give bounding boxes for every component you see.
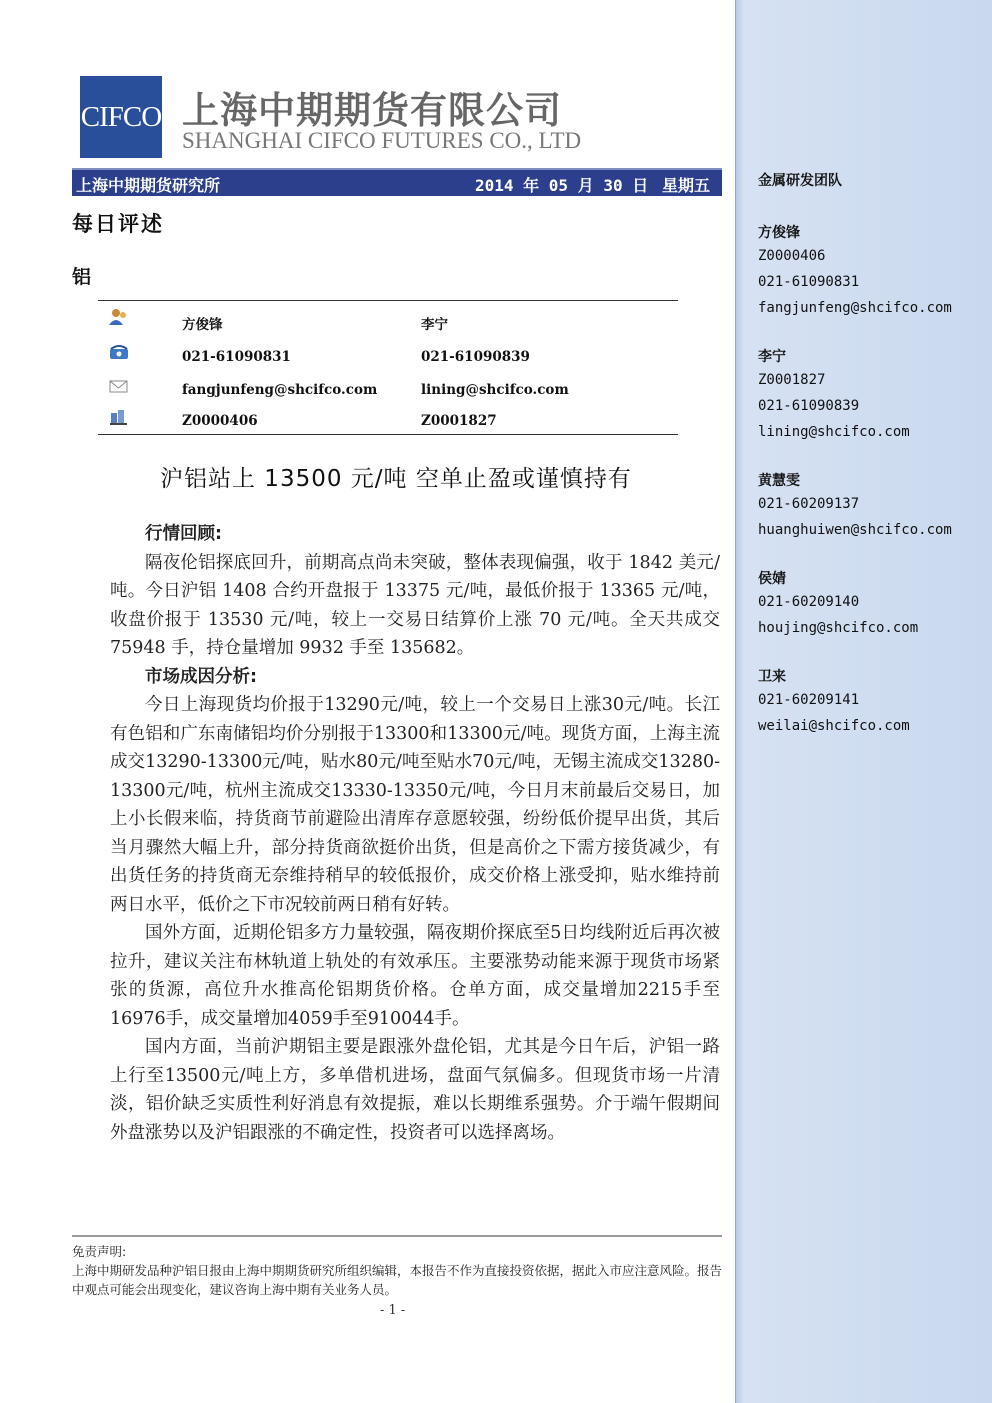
metal-title: 铝 [72,266,92,288]
member-name: 李宁 [758,349,786,365]
report-weekday: 星期五 [662,176,711,195]
sidebar-member [758,568,988,646]
member-phone: 021-60209141 [758,692,860,708]
sidebar-member [758,470,988,548]
member-phone: 021-60209137 [758,496,860,512]
analysis-paragraph-2: 国外方面，近期伦铝多方力量较强，隔夜期价探底至5日均线附近后再次被拉升，建议关注布林轨道上轨处的有效承压。主要涨势动能来源于现货市场紧张的货源，高位升水推高伦铝期货价格。仓单方面，成交量增加2215手至16976手，成交量增加4059手至910044手。 [110,923,720,1029]
contact-table [98,300,678,435]
review-heading: 行情回顾: [145,524,222,544]
contact-name-2: 李宁 [421,317,448,333]
member-name: 方俊锋 [758,225,800,241]
footer-divider [72,1235,722,1237]
mail-icon [108,376,130,396]
report-body [110,520,720,1147]
contact-phone-2: 021-61090839 [421,349,530,365]
member-name: 黄慧雯 [758,473,800,489]
sidebar-member [758,222,988,326]
member-email[interactable]: lining@shcifco.com [758,424,910,440]
person-icon [108,307,130,327]
analysis-paragraph-1: 今日上海现货均价报于13290元/吨，较上一个交易日上涨30元/吨。长江有色铝和广东南储铝均价分别报于13300和13300元/吨。现货方面，上海主流成交13290-13300元/吨，贴水80元/吨至贴水70元/吨，无锡主流成交13280-13300元/吨，杭州主流成交13330-13350元/吨，今日月末前最后交易日，加上小长假来临，持货商节前避险出清库存意愿较强，纷纷低价提早出货，其后当月骤然大幅上升，部分持货商欲挺价出货，但是高价之下需方接货减少，有出货任务的持货商无奈维持稍早的较低报价，成交价格上涨受抑，贴水维持前两日水平，低价之下市况较前两日稍有好转。 [110,695,720,915]
member-phone: 021-61090831 [758,274,860,290]
member-email[interactable]: houjing@shcifco.com [758,620,919,636]
contact-row-names [98,307,678,339]
company-name-cn: 上海中期期货有限公司 [182,89,562,132]
member-email[interactable]: huanghuiwen@shcifco.com [758,522,952,538]
phone-icon [108,343,130,363]
company-logo: CIFCO [80,76,162,158]
building-icon [108,407,130,427]
disclaimer [72,1242,722,1299]
analysis-heading: 市场成因分析: [145,666,257,687]
contact-id-2: Z0001827 [421,413,497,429]
contact-row-emails [98,376,678,408]
contact-row-ids [98,407,678,439]
report-headline: 沪铝站上 13500 元/吨 空单止盈或谨慎持有 [160,466,632,492]
report-header-bar [72,168,722,196]
review-paragraph: 隔夜伦铝探底回升，前期高点尚未突破，整体表现偏强，收于 1842 美元/吨。今日沪铝 1408 合约开盘报于 13375 元/吨，最低价报于 13365 元/吨，收盘价报于 13530 元/吨，较上一交易日结算价上涨 70 元/吨。全天共成交 75948 手，持仓量增加 9932 手至 135682。 [110,552,720,658]
sidebar [735,0,992,1403]
contact-name-1: 方俊锋 [182,317,223,333]
member-id: Z0000406 [758,248,826,264]
section-title: 每日评述 [72,212,164,236]
sidebar-member [758,666,988,744]
disclaimer-label: 免责声明: [72,1244,127,1259]
member-id: Z0001827 [758,372,826,388]
company-name-en: SHANGHAI CIFCO FUTURES CO., LTD [182,128,582,153]
member-email[interactable]: fangjunfeng@shcifco.com [758,300,952,316]
analysis-paragraph-3: 国内方面，当前沪期铝主要是跟涨外盘伦铝，尤其是今日午后，沪铝一路上行至13500元/吨上方，多单借机进场，盘面气氛偏多。但现货市场一片清淡，铝价缺乏实质性利好消息有效提振，难以长期维系强势。介于端午假期间外盘涨势以及沪铝跟涨的不确定性，投资者可以选择离场。 [110,1037,720,1143]
contact-phone-1: 021-61090831 [182,349,291,365]
member-name: 卫来 [758,669,786,685]
contact-email-2[interactable]: lining@shcifco.com [421,382,569,398]
contact-row-phones [98,343,678,375]
sidebar-team-title: 金属研发团队 [758,173,842,189]
member-phone: 021-61090839 [758,398,860,414]
report-date: 2014 年 05 月 30 日 [475,176,649,195]
contact-id-1: Z0000406 [182,413,258,429]
contact-email-1[interactable]: fangjunfeng@shcifco.com [182,382,378,398]
sidebar-member [758,346,988,450]
member-name: 侯婧 [758,571,786,587]
member-email[interactable]: weilai@shcifco.com [758,718,910,734]
page-number: - 1 - [380,1303,406,1318]
institute-name: 上海中期期货研究所 [76,176,221,195]
sidebar-team-list [758,170,988,764]
member-phone: 021-60209140 [758,594,860,610]
disclaimer-text: 上海中期研发品种沪铝日报由上海中期期货研究所组织编辑，本报告不作为直接投资依据，据此入市应注意风险。报告中观点可能会出现变化，建议咨询上海中期有关业务人员。 [72,1263,723,1297]
